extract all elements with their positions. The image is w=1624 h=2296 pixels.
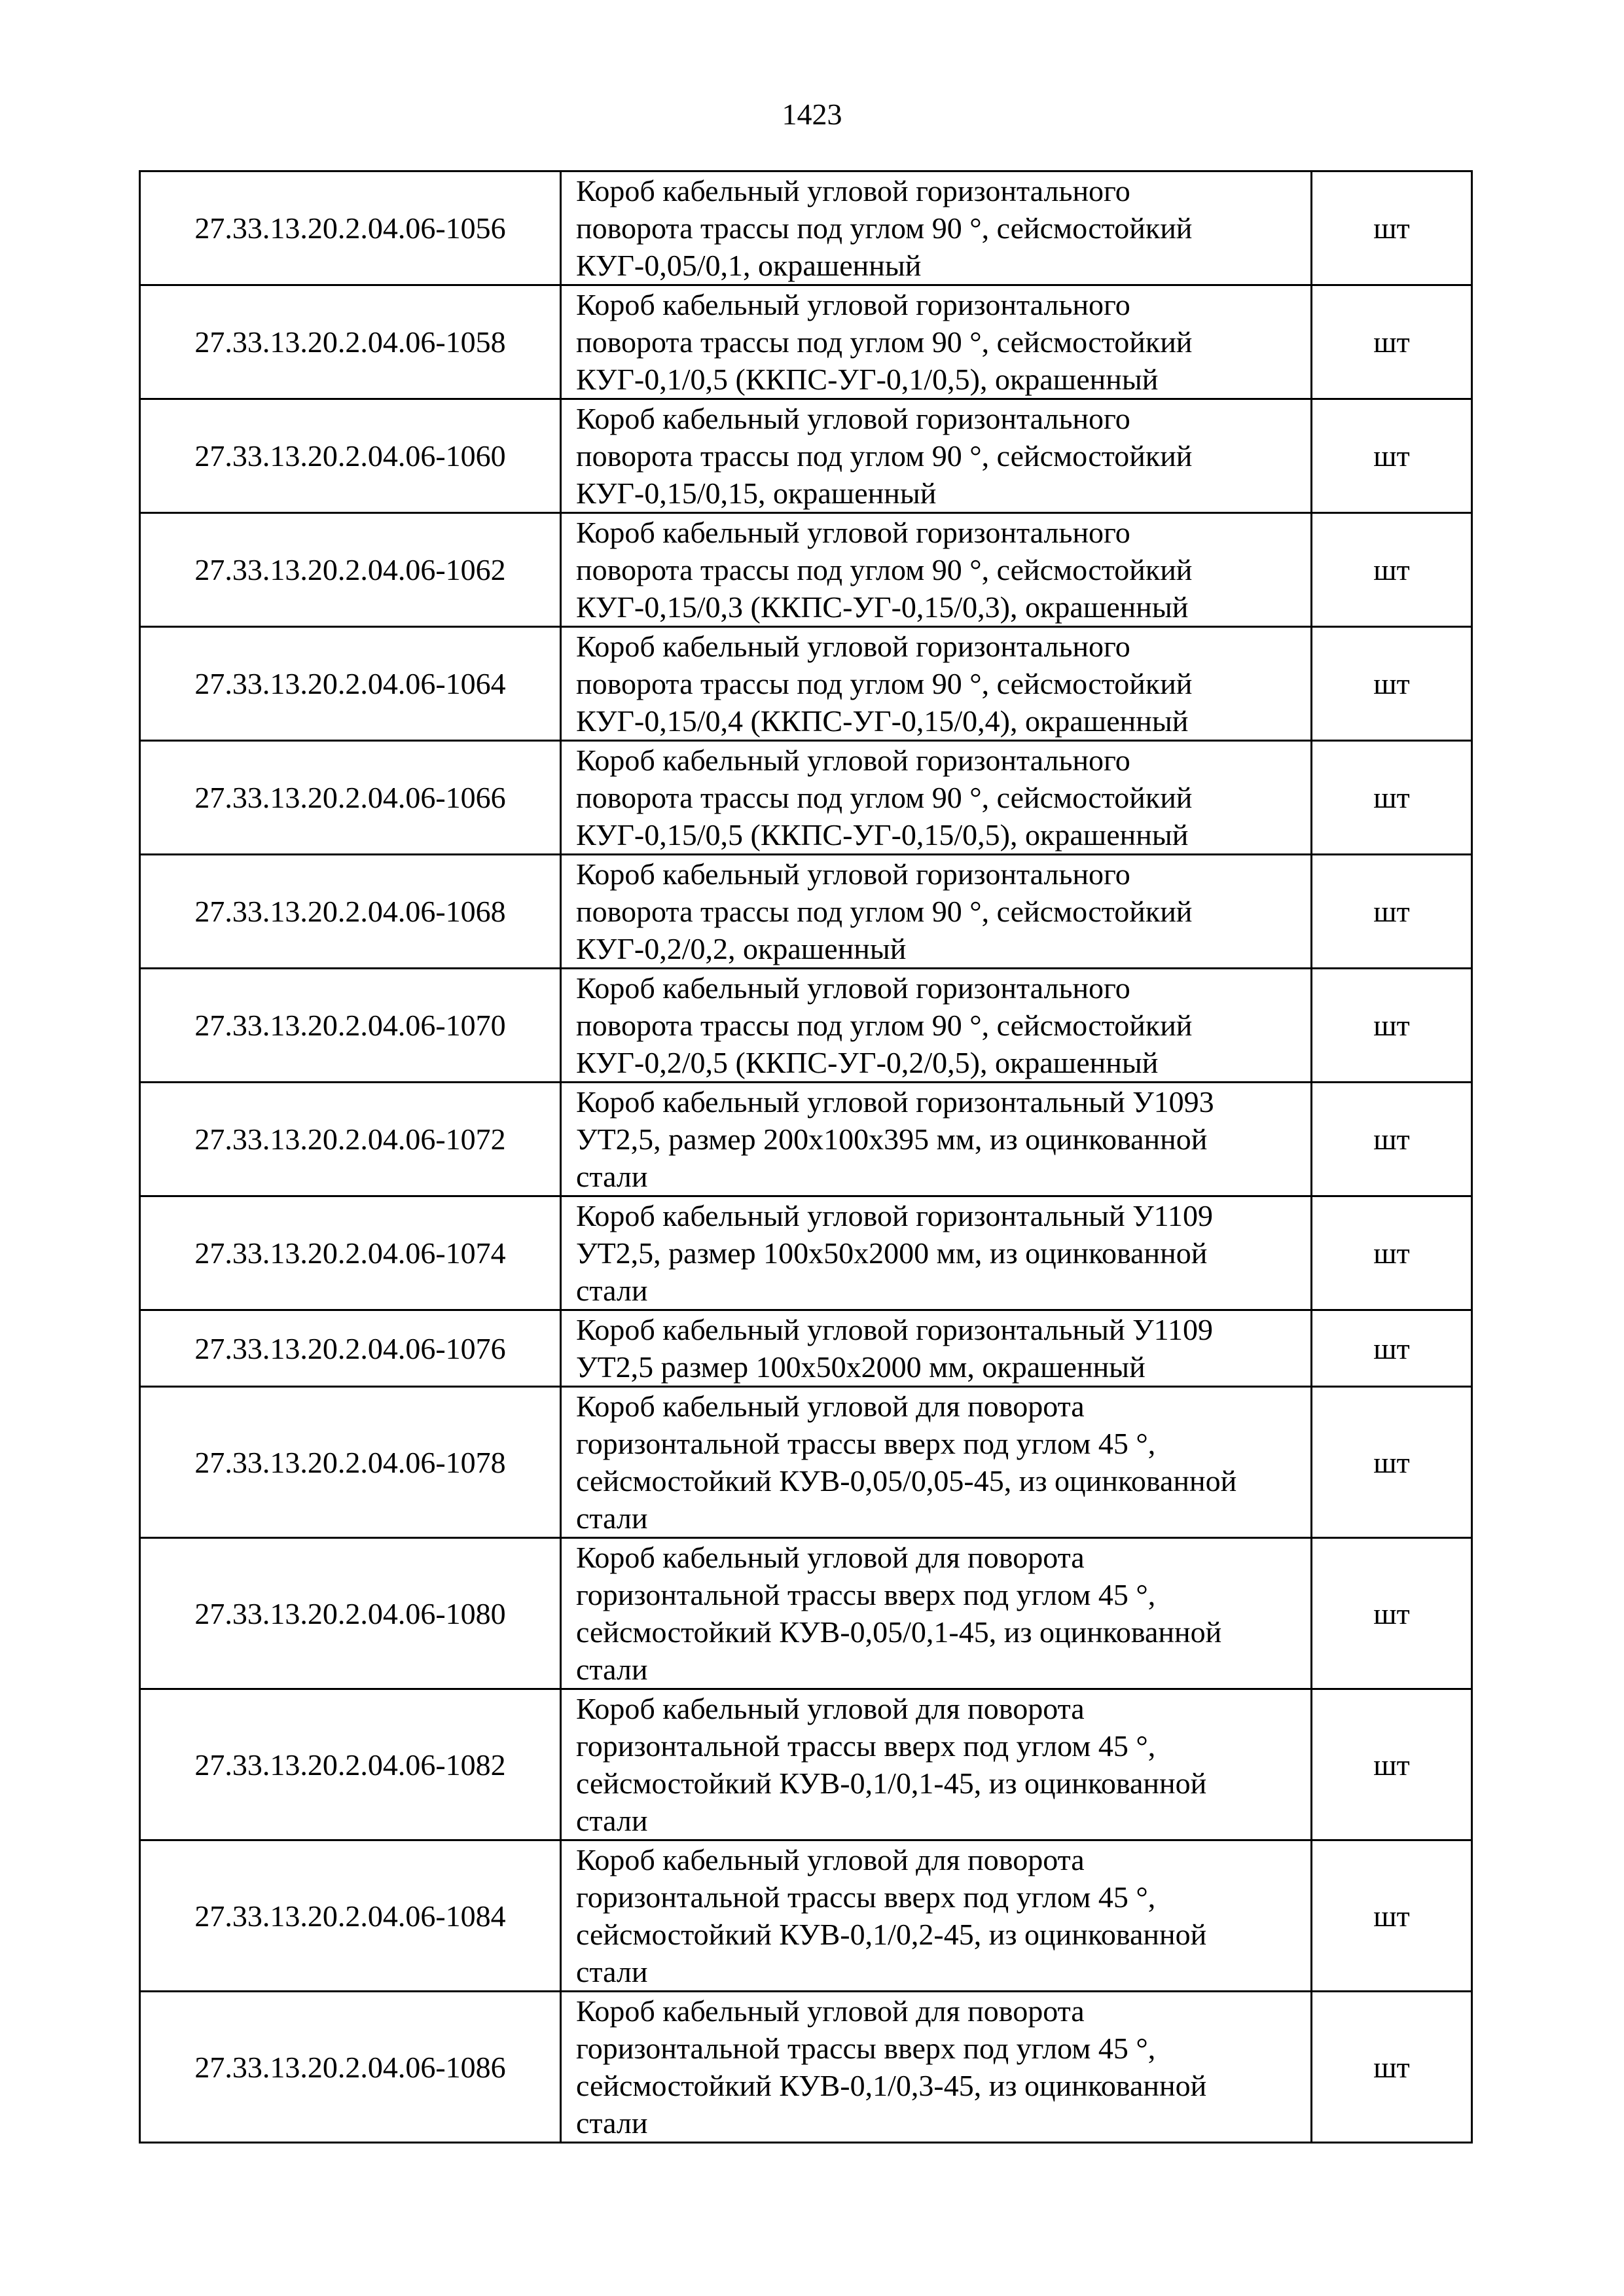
resource-code-cell: 27.33.13.20.2.04.06-1068: [140, 855, 561, 969]
description-line: стали: [576, 2106, 648, 2140]
description-line: КУГ-0,1/0,5 (ККПС-УГ-0,1/0,5), окрашенный: [576, 363, 1159, 396]
resource-code-cell: 27.33.13.20.2.04.06-1064: [140, 627, 561, 741]
resource-description-cell: [561, 513, 1312, 627]
unit-cell: шт: [1312, 1689, 1472, 1840]
table-row: [140, 627, 1472, 741]
description-line: КУГ-0,15/0,15, окрашенный: [576, 476, 937, 510]
unit-cell: шт: [1312, 855, 1472, 969]
description-line: Короб кабельный угловой горизонтальный У1093: [576, 1085, 1214, 1119]
resource-description-cell: [561, 1840, 1312, 1992]
description-line: горизонтальной трассы вверх под углом 45 °,: [576, 1578, 1156, 1611]
description-line: сейсмостойкий КУВ-0,1/0,1-45, из оцинкованной: [576, 1767, 1207, 1800]
description-line: КУГ-0,15/0,3 (ККПС-УГ-0,15/0,3), окрашенный: [576, 590, 1189, 624]
resource-description-cell: [561, 1992, 1312, 2143]
description-line: УТ2,5, размер 200х100х395 мм, из оцинкованной: [576, 1122, 1208, 1156]
description-line: сейсмостойкий КУВ-0,1/0,3-45, из оцинкованной: [576, 2069, 1207, 2102]
description-line: поворота трассы под углом 90 °, сейсмостойкий: [576, 553, 1193, 586]
table-row: [140, 1310, 1472, 1387]
unit-cell: шт: [1312, 1310, 1472, 1387]
table-row: [140, 171, 1472, 285]
description-line: Короб кабельный угловой горизонтального: [576, 857, 1130, 891]
table-row: [140, 1538, 1472, 1689]
resource-code-cell: 27.33.13.20.2.04.06-1076: [140, 1310, 561, 1387]
resource-code-cell: 27.33.13.20.2.04.06-1086: [140, 1992, 561, 2143]
unit-cell: шт: [1312, 1387, 1472, 1538]
description-line: поворота трассы под углом 90 °, сейсмостойкий: [576, 1009, 1193, 1042]
resource-description-cell: [561, 171, 1312, 285]
description-line: стали: [576, 1804, 648, 1837]
unit-cell: шт: [1312, 1840, 1472, 1992]
description-line: Короб кабельный угловой горизонтального: [576, 288, 1130, 321]
description-line: УТ2,5 размер 100х50х2000 мм, окрашенный: [576, 1350, 1146, 1384]
page-number: 1423: [782, 98, 842, 131]
description-line: Короб кабельный угловой горизонтальный У1109: [576, 1199, 1213, 1232]
description-line: Короб кабельный угловой горизонтального: [576, 744, 1130, 777]
table-row: [140, 1196, 1472, 1310]
description-line: УТ2,5, размер 100х50х2000 мм, из оцинкованной: [576, 1236, 1208, 1270]
table-row: [140, 1840, 1472, 1992]
resource-code-cell: 27.33.13.20.2.04.06-1072: [140, 1083, 561, 1196]
unit-cell: шт: [1312, 741, 1472, 855]
description-line: Короб кабельный угловой горизонтального: [576, 402, 1130, 435]
resource-code-cell: 27.33.13.20.2.04.06-1058: [140, 285, 561, 399]
description-line: сейсмостойкий КУВ-0,05/0,1-45, из оцинкованной: [576, 1615, 1222, 1649]
table-row: [140, 1689, 1472, 1840]
description-line: стали: [576, 1955, 648, 1988]
description-line: КУГ-0,2/0,5 (ККПС-УГ-0,2/0,5), окрашенный: [576, 1046, 1159, 1079]
description-line: горизонтальной трассы вверх под углом 45 °,: [576, 1729, 1156, 1763]
resource-code-cell: 27.33.13.20.2.04.06-1078: [140, 1387, 561, 1538]
description-line: Короб кабельный угловой для поворота: [576, 1390, 1085, 1423]
description-line: стали: [576, 1160, 648, 1193]
resource-code-cell: 27.33.13.20.2.04.06-1082: [140, 1689, 561, 1840]
resource-description-cell: [561, 627, 1312, 741]
description-line: Короб кабельный угловой для поворота: [576, 1692, 1085, 1725]
description-line: КУГ-0,15/0,4 (ККПС-УГ-0,15/0,4), окрашенный: [576, 704, 1189, 738]
unit-cell: шт: [1312, 285, 1472, 399]
unit-cell: шт: [1312, 513, 1472, 627]
description-line: Короб кабельный угловой горизонтального: [576, 971, 1130, 1005]
resource-description-cell: [561, 1689, 1312, 1840]
description-line: КУГ-0,15/0,5 (ККПС-УГ-0,15/0,5), окрашенный: [576, 818, 1189, 852]
resource-description-cell: [561, 1538, 1312, 1689]
description-line: горизонтальной трассы вверх под углом 45 °,: [576, 2032, 1156, 2065]
table-body: [140, 171, 1472, 2143]
description-line: Короб кабельный угловой для поворота: [576, 1843, 1085, 1876]
description-line: Короб кабельный угловой горизонтальный У1109: [576, 1313, 1213, 1346]
description-line: горизонтальной трассы вверх под углом 45 °,: [576, 1880, 1156, 1914]
description-line: горизонтальной трассы вверх под углом 45 °,: [576, 1427, 1156, 1460]
resource-code-cell: 27.33.13.20.2.04.06-1084: [140, 1840, 561, 1992]
description-line: поворота трассы под углом 90 °, сейсмостойкий: [576, 667, 1193, 700]
resource-description-cell: [561, 1310, 1312, 1387]
unit-cell: шт: [1312, 399, 1472, 513]
resource-description-cell: [561, 1083, 1312, 1196]
unit-cell: шт: [1312, 1538, 1472, 1689]
resource-description-cell: [561, 1387, 1312, 1538]
resource-code-cell: 27.33.13.20.2.04.06-1066: [140, 741, 561, 855]
description-line: Короб кабельный угловой горизонтального: [576, 174, 1130, 207]
description-line: стали: [576, 1501, 648, 1535]
description-line: КУГ-0,2/0,2, окрашенный: [576, 932, 907, 965]
description-line: Короб кабельный угловой горизонтального: [576, 516, 1130, 549]
resource-description-cell: [561, 969, 1312, 1083]
table-row: [140, 855, 1472, 969]
unit-cell: шт: [1312, 627, 1472, 741]
unit-cell: шт: [1312, 1196, 1472, 1310]
resource-code-cell: 27.33.13.20.2.04.06-1056: [140, 171, 561, 285]
table-row: [140, 285, 1472, 399]
unit-cell: шт: [1312, 1083, 1472, 1196]
description-line: сейсмостойкий КУВ-0,1/0,2-45, из оцинкованной: [576, 1918, 1207, 1951]
description-line: поворота трассы под углом 90 °, сейсмостойкий: [576, 211, 1193, 245]
description-line: поворота трассы под углом 90 °, сейсмостойкий: [576, 781, 1193, 814]
table-row: [140, 1387, 1472, 1538]
resource-description-cell: [561, 1196, 1312, 1310]
resource-description-cell: [561, 741, 1312, 855]
description-line: стали: [576, 1653, 648, 1686]
resource-code-cell: 27.33.13.20.2.04.06-1080: [140, 1538, 561, 1689]
description-line: поворота трассы под углом 90 °, сейсмостойкий: [576, 439, 1193, 473]
table-row: [140, 513, 1472, 627]
unit-cell: шт: [1312, 1992, 1472, 2143]
description-line: КУГ-0,05/0,1, окрашенный: [576, 249, 922, 282]
resource-description-cell: [561, 855, 1312, 969]
description-line: сейсмостойкий КУВ-0,05/0,05-45, из оцинкованной: [576, 1464, 1237, 1498]
description-line: Короб кабельный угловой для поворота: [576, 1541, 1085, 1574]
description-line: поворота трассы под углом 90 °, сейсмостойкий: [576, 895, 1193, 928]
description-line: стали: [576, 1274, 648, 1307]
unit-cell: шт: [1312, 969, 1472, 1083]
description-line: поворота трассы под углом 90 °, сейсмостойкий: [576, 325, 1193, 359]
resource-table: [139, 170, 1473, 2144]
table-row: [140, 1083, 1472, 1196]
table-row: [140, 969, 1472, 1083]
resource-description-cell: [561, 399, 1312, 513]
resource-code-cell: 27.33.13.20.2.04.06-1074: [140, 1196, 561, 1310]
unit-cell: шт: [1312, 171, 1472, 285]
table-row: [140, 1992, 1472, 2143]
description-line: Короб кабельный угловой горизонтального: [576, 630, 1130, 663]
table-row: [140, 399, 1472, 513]
resource-description-cell: [561, 285, 1312, 399]
resource-code-cell: 27.33.13.20.2.04.06-1070: [140, 969, 561, 1083]
resource-code-cell: 27.33.13.20.2.04.06-1060: [140, 399, 561, 513]
resource-code-cell: 27.33.13.20.2.04.06-1062: [140, 513, 561, 627]
table-row: [140, 741, 1472, 855]
description-line: Короб кабельный угловой для поворота: [576, 1994, 1085, 2028]
